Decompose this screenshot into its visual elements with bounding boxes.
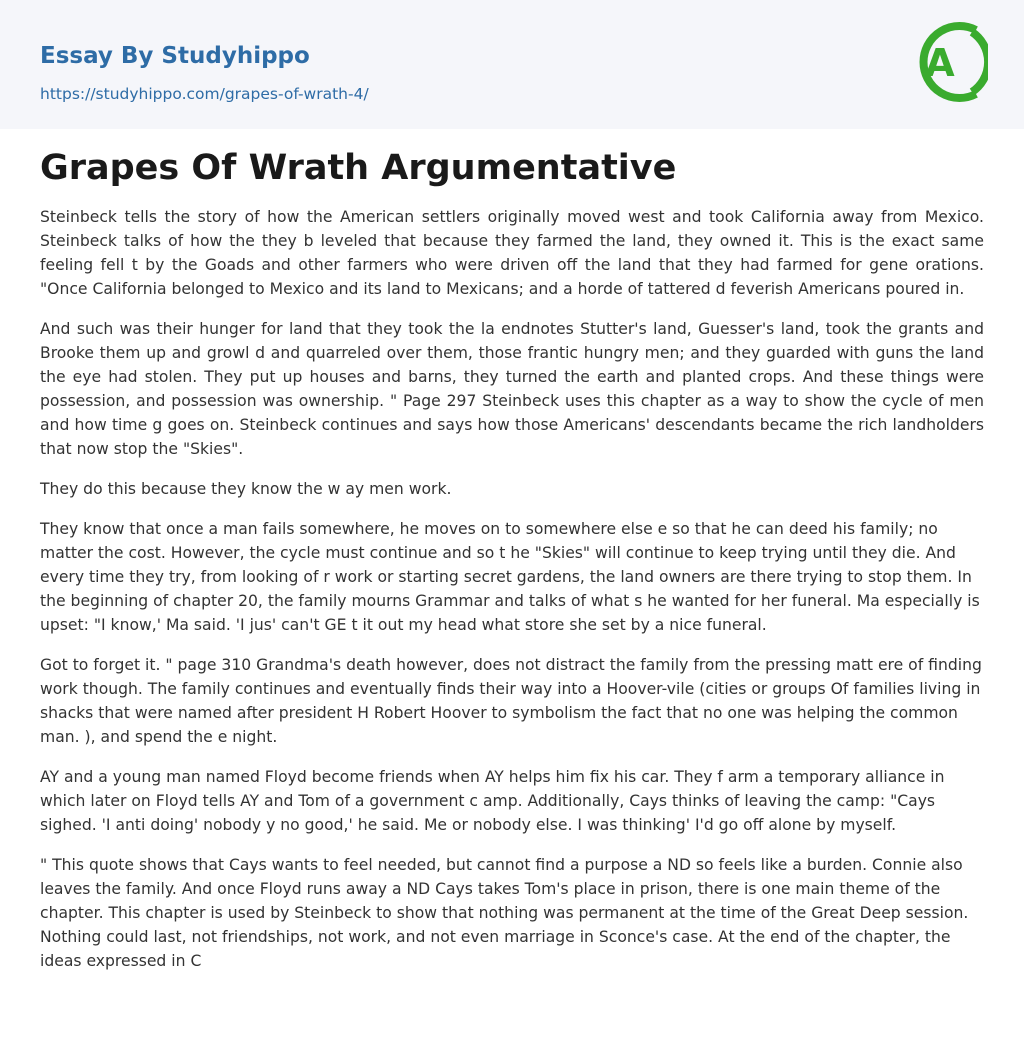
article-paragraph-5: Got to forget it. " page 310 Grandma's death however, does not distract the family from the pressing matt ere of finding work though. The family continues and eventually finds their way into a Hoover-vile (cities or groups Of families living in shacks that were named after president H Robert Hoover to symbolism the fact that no one was helping the common man. ), and spend the e night.: [40, 656, 982, 746]
article-paragraph-7: " This quote shows that Cays wants to feel needed, but cannot find a purpose a ND so feels like a burden. Connie also leaves the family. And once Floyd runs away a ND Cays takes Tom's place in prison, there is one main theme of the chapter. This chapter is used by Steinbeck to show that nothing was permanent at the time of the Great Deep session. Nothing could last, not friendships, not work, and not even marriage in Sconce's case. At the end of the chapter, the ideas expressed in C: [40, 856, 969, 970]
article: [40, 143, 984, 989]
logo-letter: A: [925, 41, 955, 85]
article-paragraph-6: AY and a young man named Floyd become friends when AY helps him fix his car. They f arm a temporary alliance in which later on Floyd tells AY and Tom of a government c amp. Additionally, Cays thinks of leaving the camp: "Cays sighed. 'I anti doing' nobody y no good,' he said. Me or nobody else. I was thinking' I'd go off alone by myself.: [40, 768, 945, 834]
article-paragraph-2: And such was their hunger for land that they took the la endnotes Stutter's land, Guesser's land, took the grants and Brooke them up and growl d and quarreled over them, those frantic hungry men; and they guarded with guns the land the eye had stolen. They put up houses and barns, they turned the earth and planted crops. And these things were possession, and possession was ownership. " Page 297 Steinbeck uses this chapter as a way to show the cycle of men and how time g goes on. Steinbeck continues and says how those Americans' descendants became the rich landholders that now stop the "Skies".: [40, 320, 984, 458]
brand-title: Essay By Studyhippo: [40, 43, 310, 69]
site-header: [0, 0, 1024, 129]
article-title: Grapes Of Wrath Argumentative: [40, 148, 677, 188]
article-paragraph-3: They do this because they know the w ay men work.: [40, 480, 452, 498]
studyhippo-logo-icon[interactable]: [910, 18, 988, 106]
article-paragraph-4: They know that once a man fails somewhere, he moves on to somewhere else e so that he can deed his family; no matter the cost. However, the cycle must continue and so t he "Skies" will continue to keep trying until they die. And every time they try, from looking of r work or starting secret gardens, the land owners are there trying to stop them. In the beginning of chapter 20, the family mourns Grammar and talks of what s he wanted for her funeral. Ma especially is upset: "I know,' Ma said. 'I jus' can't GE t it out my head what store she set by a nice funeral.: [40, 520, 980, 634]
article-paragraph-1: Steinbeck tells the story of how the American settlers originally moved west and took California away from Mexico. Steinbeck talks of how the they b leveled that because they farmed the land, they owned it. This is the exact same feeling fell t by the Goads and other farmers who were driven off the land that they had farmed for gene orations. "Once California belonged to Mexico and its land to Mexicans; and a horde of tattered d feverish Americans poured in.: [40, 208, 984, 298]
source-url-link[interactable]: https://studyhippo.com/grapes-of-wrath-4/: [40, 85, 369, 103]
